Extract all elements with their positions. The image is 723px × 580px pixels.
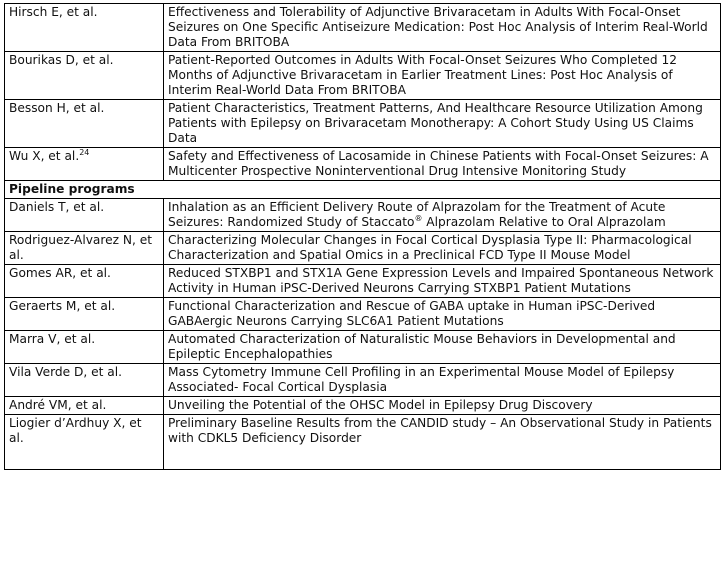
- title-text: Inhalation as an Efficient Delivery Route of Alprazolam for the Treatment of Acute Seizures: Randomized Study of Staccato: [168, 200, 666, 229]
- table-row: [5, 331, 721, 364]
- table-row: [5, 364, 721, 397]
- author-cell: Daniels T, et al.: [5, 199, 164, 232]
- title-cell: Unveiling the Potential of the OHSC Model in Epilepsy Drug Discovery: [164, 397, 721, 415]
- table-row: [5, 100, 721, 148]
- title-cell: Reduced STXBP1 and STX1A Gene Expression Levels and Impaired Spontaneous Network Activity in Human iPSC-Derived Neurons Carrying STXBP1 Patient Mutations: [164, 265, 721, 298]
- author-cell: Vila Verde D, et al.: [5, 364, 164, 397]
- author-cell: Rodriguez-Alvarez N, et al.: [5, 232, 164, 265]
- table-row: [5, 298, 721, 331]
- table-row: [5, 4, 721, 52]
- title-cell: Characterizing Molecular Changes in Focal Cortical Dysplasia Type II: Pharmacological Characterization and Spatial Omics in a Preclinical FCD Type II Mouse Model: [164, 232, 721, 265]
- author-cell: Gomes AR, et al.: [5, 265, 164, 298]
- author-cell: Hirsch E, et al.: [5, 4, 164, 52]
- table-row: [5, 52, 721, 100]
- title-cell: Mass Cytometry Immune Cell Profiling in an Experimental Mouse Model of Epilepsy Associated- Focal Cortical Dysplasia: [164, 364, 721, 397]
- title-cell: Functional Characterization and Rescue of GABA uptake in Human iPSC-Derived GABAergic Neurons Carrying SLC6A1 Patient Mutations: [164, 298, 721, 331]
- title-cell: Patient Characteristics, Treatment Patterns, And Healthcare Resource Utilization Among Patients with Epilepsy on Brivaracetam Monotherapy: A Cohort Study Using US Claims Data: [164, 100, 721, 148]
- title-cell: Safety and Effectiveness of Lacosamide in Chinese Patients with Focal-Onset Seizures: A Multicenter Prospective Noninterventional Drug Intensive Monitoring Study: [164, 148, 721, 181]
- author-cell: [5, 148, 164, 181]
- author-cell: Bourikas D, et al.: [5, 52, 164, 100]
- title-cell: Patient-Reported Outcomes in Adults With Focal-Onset Seizures Who Completed 12 Months of Adjunctive Brivaracetam in Earlier Treatment Lines: Post Hoc Analysis of Interim Real-World Data From BRITOBA: [164, 52, 721, 100]
- table-row: [5, 397, 721, 415]
- reference-number: 24: [79, 147, 90, 157]
- section-heading-row: [5, 181, 721, 199]
- references-table: [4, 3, 721, 470]
- title-cell: [164, 199, 721, 232]
- author-cell: Geraerts M, et al.: [5, 298, 164, 331]
- table-row: [5, 232, 721, 265]
- author-cell: André VM, et al.: [5, 397, 164, 415]
- registered-mark: ®: [414, 213, 423, 223]
- author-cell: Marra V, et al.: [5, 331, 164, 364]
- author-cell: Besson H, et al.: [5, 100, 164, 148]
- table-row: [5, 265, 721, 298]
- title-cell: Preliminary Baseline Results from the CANDID study – An Observational Study in Patients with CDKL5 Deficiency Disorder: [164, 415, 721, 470]
- title-text: Alprazolam Relative to Oral Alprazolam: [422, 215, 666, 229]
- table-row: [5, 415, 721, 470]
- title-cell: Automated Characterization of Naturalistic Mouse Behaviors in Developmental and Epileptic Encephalopathies: [164, 331, 721, 364]
- author-cell: Liogier d’Ardhuy X, et al.: [5, 415, 164, 470]
- author-text: Wu X, et al.: [9, 149, 80, 163]
- section-heading: Pipeline programs: [5, 181, 721, 199]
- table-row: [5, 199, 721, 232]
- title-cell: Effectiveness and Tolerability of Adjunctive Brivaracetam in Adults With Focal-Onset Seizures on One Specific Antiseizure Medication: Post Hoc Analysis of Interim Real-World Data From BRITOBA: [164, 4, 721, 52]
- table-row: [5, 148, 721, 181]
